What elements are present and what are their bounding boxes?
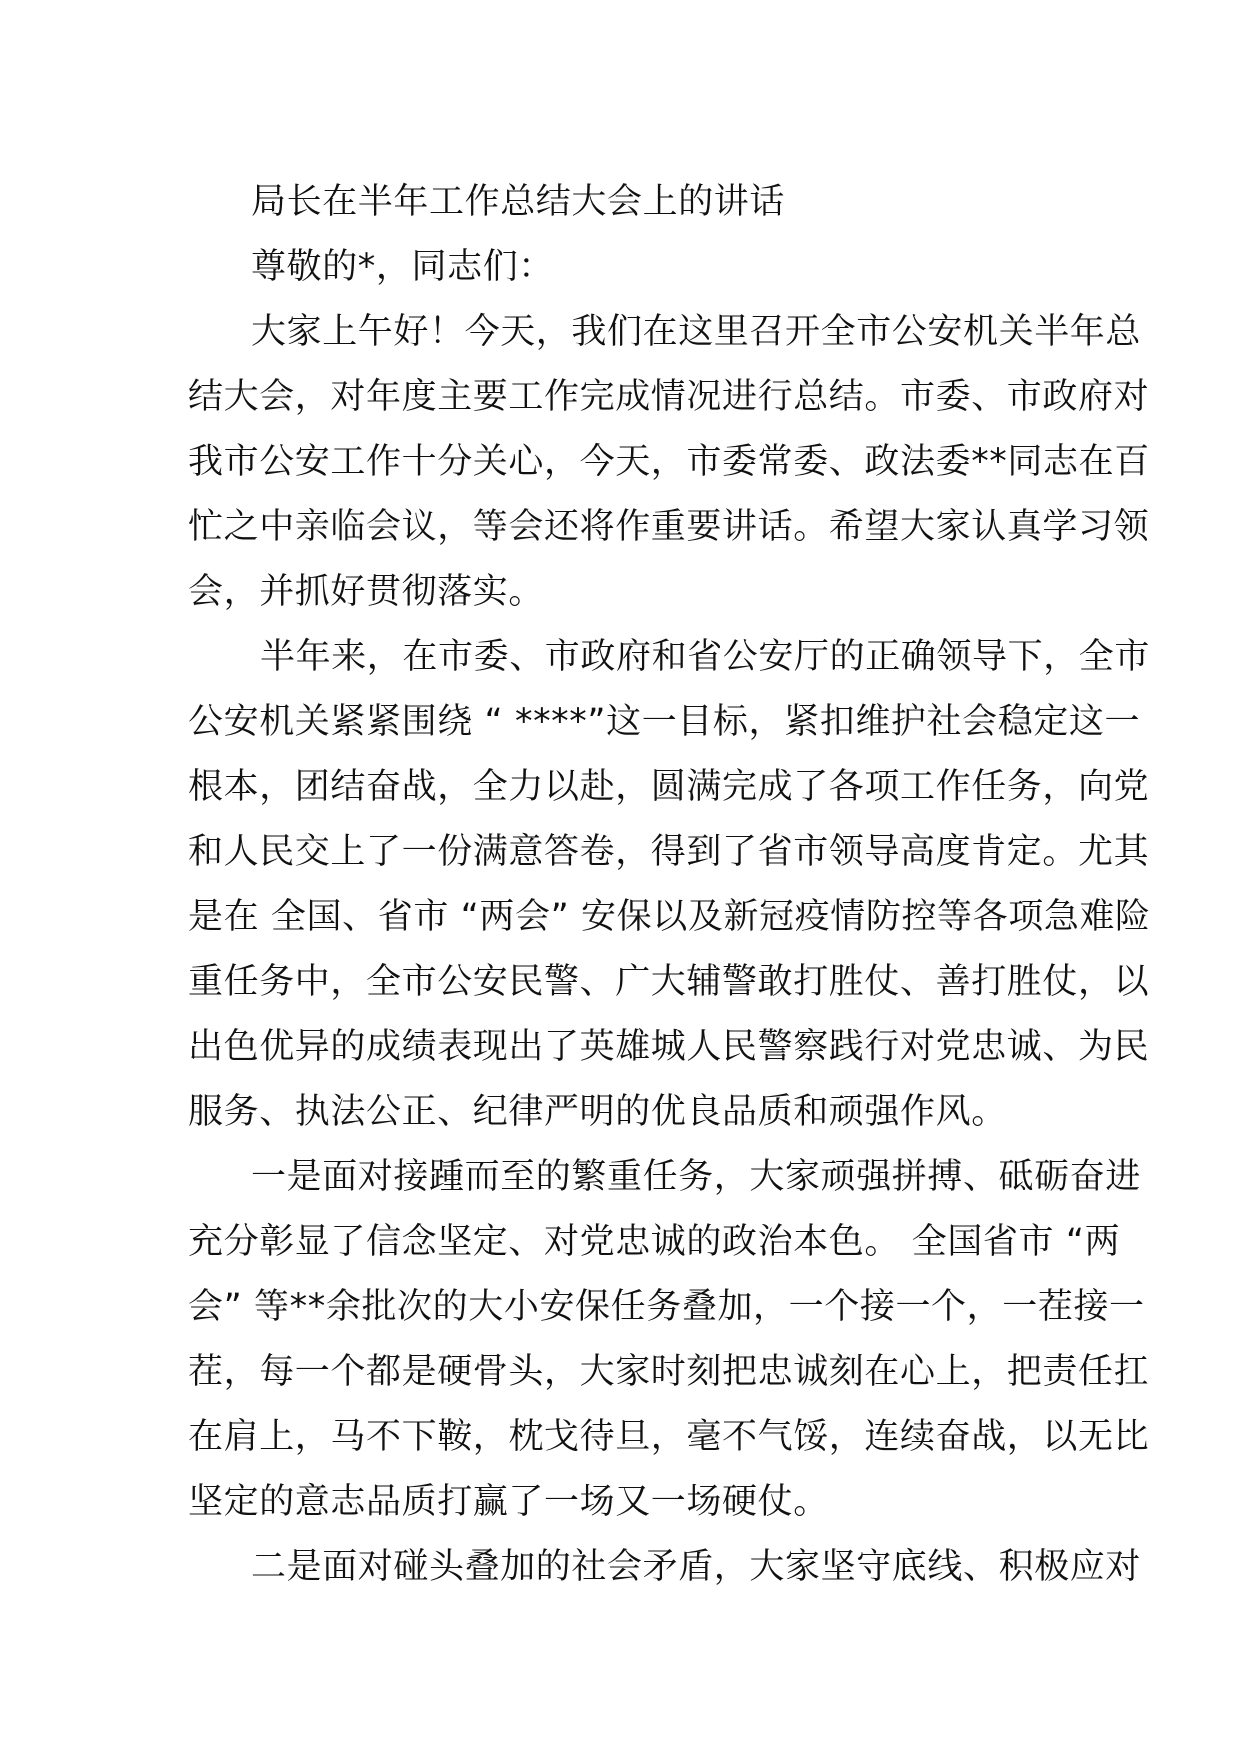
paragraph-line: 会” 等**余批次的大小安保任务叠加，一个接一个，一茬接一 (188, 1287, 1145, 1327)
paragraph-line: 忙之中亲临会议，等会还将作重要讲话。希望大家认真学习领 (188, 507, 1150, 547)
paragraph-line: 一是面对接踵而至的繁重任务，大家顽强拼搏、砥砺奋进 (251, 1157, 1142, 1197)
paragraph-line: 会，并抓好贯彻落实。 (188, 572, 545, 612)
paragraph-line: 出色优异的成绩表现出了英雄城人民警察践行对党忠诚、为民 (188, 1027, 1150, 1067)
paragraph-line: 公安机关紧紧围绕 “ ****”这一目标，紧扣维护社会稳定这一 (188, 702, 1141, 742)
paragraph-line: 服务、执法公正、纪律严明的优良品质和顽强作风。 (188, 1092, 1007, 1132)
paragraph-line: 二是面对碰头叠加的社会矛盾，大家坚守底线、积极应对 (251, 1547, 1142, 1587)
paragraph-line: 和人民交上了一份满意答卷，得到了省市领导高度肯定。尤其 (188, 832, 1150, 872)
document-title: 局长在半年工作总结大会上的讲话 (251, 182, 786, 222)
paragraph-line: 茬，每一个都是硬骨头，大家时刻把忠诚刻在心上，把责任扛 (188, 1352, 1150, 1392)
salutation: 尊敬的*，同志们： (251, 247, 554, 287)
paragraph-line: 半年来，在市委、市政府和省公安厅的正确领导下，全市 (260, 637, 1151, 677)
paragraph-line: 大家上午好！今天，我们在这里召开全市公安机关半年总 (251, 312, 1142, 352)
paragraph-line: 充分彰显了信念坚定、对党忠诚的政治本色。 全国省市 “两 (188, 1222, 1121, 1262)
paragraph-line: 结大会，对年度主要工作完成情况进行总结。市委、市政府对 (188, 377, 1150, 417)
paragraph-line: 根本，团结奋战，全力以赴，圆满完成了各项工作任务，向党 (188, 767, 1150, 807)
document-body (188, 170, 1151, 1600)
paragraph-line: 我市公安工作十分关心，今天，市委常委、政法委**同志在百 (188, 442, 1150, 482)
paragraph-line: 坚定的意志品质打赢了一场又一场硬仗。 (188, 1482, 829, 1522)
paragraph-line: 在肩上，马不下鞍，枕戈待旦，毫不气馁，连续奋战，以无比 (188, 1417, 1150, 1457)
paragraph-line: 重任务中，全市公安民警、广大辅警敢打胜仗、善打胜仗，以 (188, 962, 1150, 1002)
paragraph-line: 是在 全国、省市 “两会” 安保以及新冠疫情防控等各项急难险 (188, 897, 1151, 937)
